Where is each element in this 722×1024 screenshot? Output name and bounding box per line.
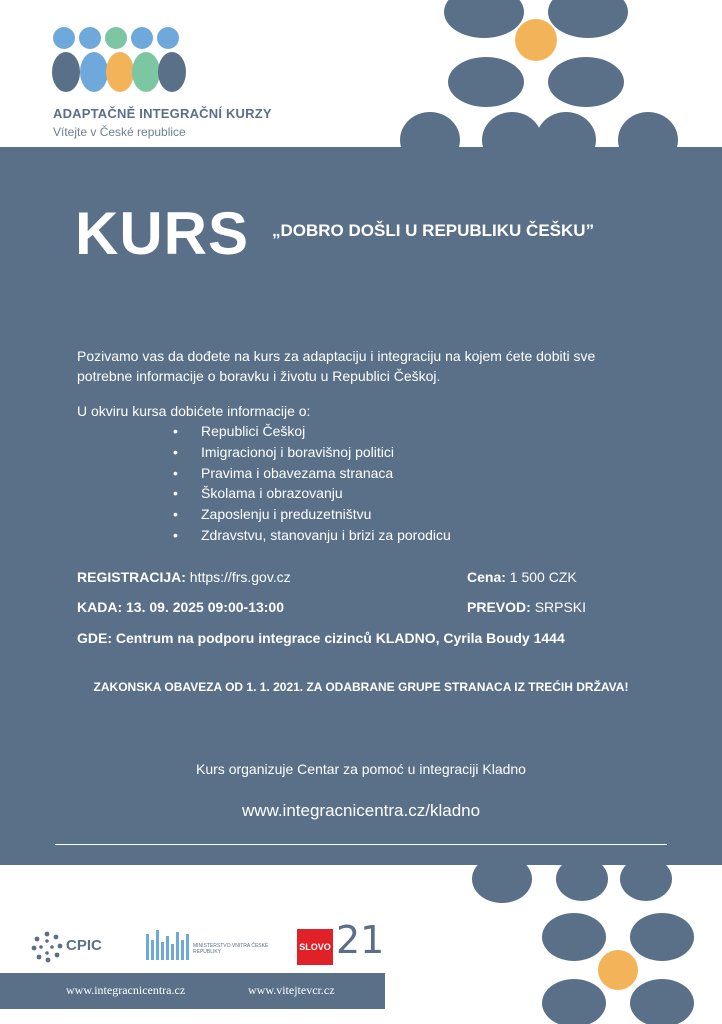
language-label: PREVOD: [467,599,531,615]
cpic-logo-text: CPIC [66,937,102,954]
footer-link-vitejtevcr[interactable]: www.vitejtevcr.cz [248,983,335,997]
footer-link-integracnicentra[interactable]: www.integracnicentra.cz [66,983,186,997]
date-info [77,599,284,615]
list-item: • Školama i obrazovanju [173,483,451,504]
organizer-text: Kurs organizuje Centar za pomoć u integraciji Kladno [196,761,526,777]
list-item: • Zaposlenju i preduzetništvu [173,504,451,525]
price-value: 1 500 CZK [509,569,577,585]
registration-info [77,569,291,585]
registration-link[interactable]: https://frs.gov.cz [189,569,291,585]
ministry-logo-text: MINISTERSTVO VNITRA ČESKÉ REPUBLIKY [193,943,269,955]
intro-paragraph: Pozivamo vas da dođete na kurs za adaptaciju i integraciju na kojem ćete dobiti sve potrebne informacije o boravku i životu u Republici Češkoj. [77,348,596,384]
cpic-logo-icon [30,930,64,964]
location-info [77,630,565,646]
course-subtitle: „DOBRO DOŠLI U REPUBLIKU ČEŠKU” [272,221,595,240]
divider [55,844,667,845]
legal-notice: ZAKONSKA OBAVEZA OD 1. 1. 2021. ZA ODABRANE GRUPE STRANACA IZ TREĆIH DRŽAVA! [93,680,629,694]
website-link[interactable]: www.integracnicentra.cz/kladno [241,801,481,820]
brand-title: ADAPTAČNĚ INTEGRAČNÍ KURZY [53,106,272,121]
language-info [467,599,586,615]
list-item: • Republici Češkoj [173,421,451,442]
registration-label: REGISTRACIJA: [77,569,186,585]
logo-people-icon [52,26,192,96]
topics-lead: U okviru kursa dobićete informacije o: [77,403,311,419]
date-label: KADA: 13. 09. 2025 09:00-13:00 [77,599,285,615]
language-value: SRPSKI [534,599,587,615]
slovo-logo: SLOVO [297,929,333,965]
list-item: • Pravima i obavezama stranaca [173,463,451,484]
list-item: • Zdravstvu, stanovanju i brizi za porodicu [173,525,451,546]
page-title: KURS [75,200,250,267]
flower-decoration-top [400,0,722,147]
list-item: • Imigracionoj i boravišnoj politici [173,442,451,463]
price-label: Cena: [467,569,506,585]
price-info [467,569,577,585]
ministry-logo-icon [146,930,190,964]
flower-decoration-bottom [462,865,722,1024]
brand-subtitle: Vítejte v České republice [53,125,186,139]
slovo-logo-number: 21 [336,918,385,962]
topics-list [173,421,451,546]
location-label: GDE: Centrum na podporu integrace cizinců KLADNO, Cyrila Boudy 1444 [77,630,565,646]
